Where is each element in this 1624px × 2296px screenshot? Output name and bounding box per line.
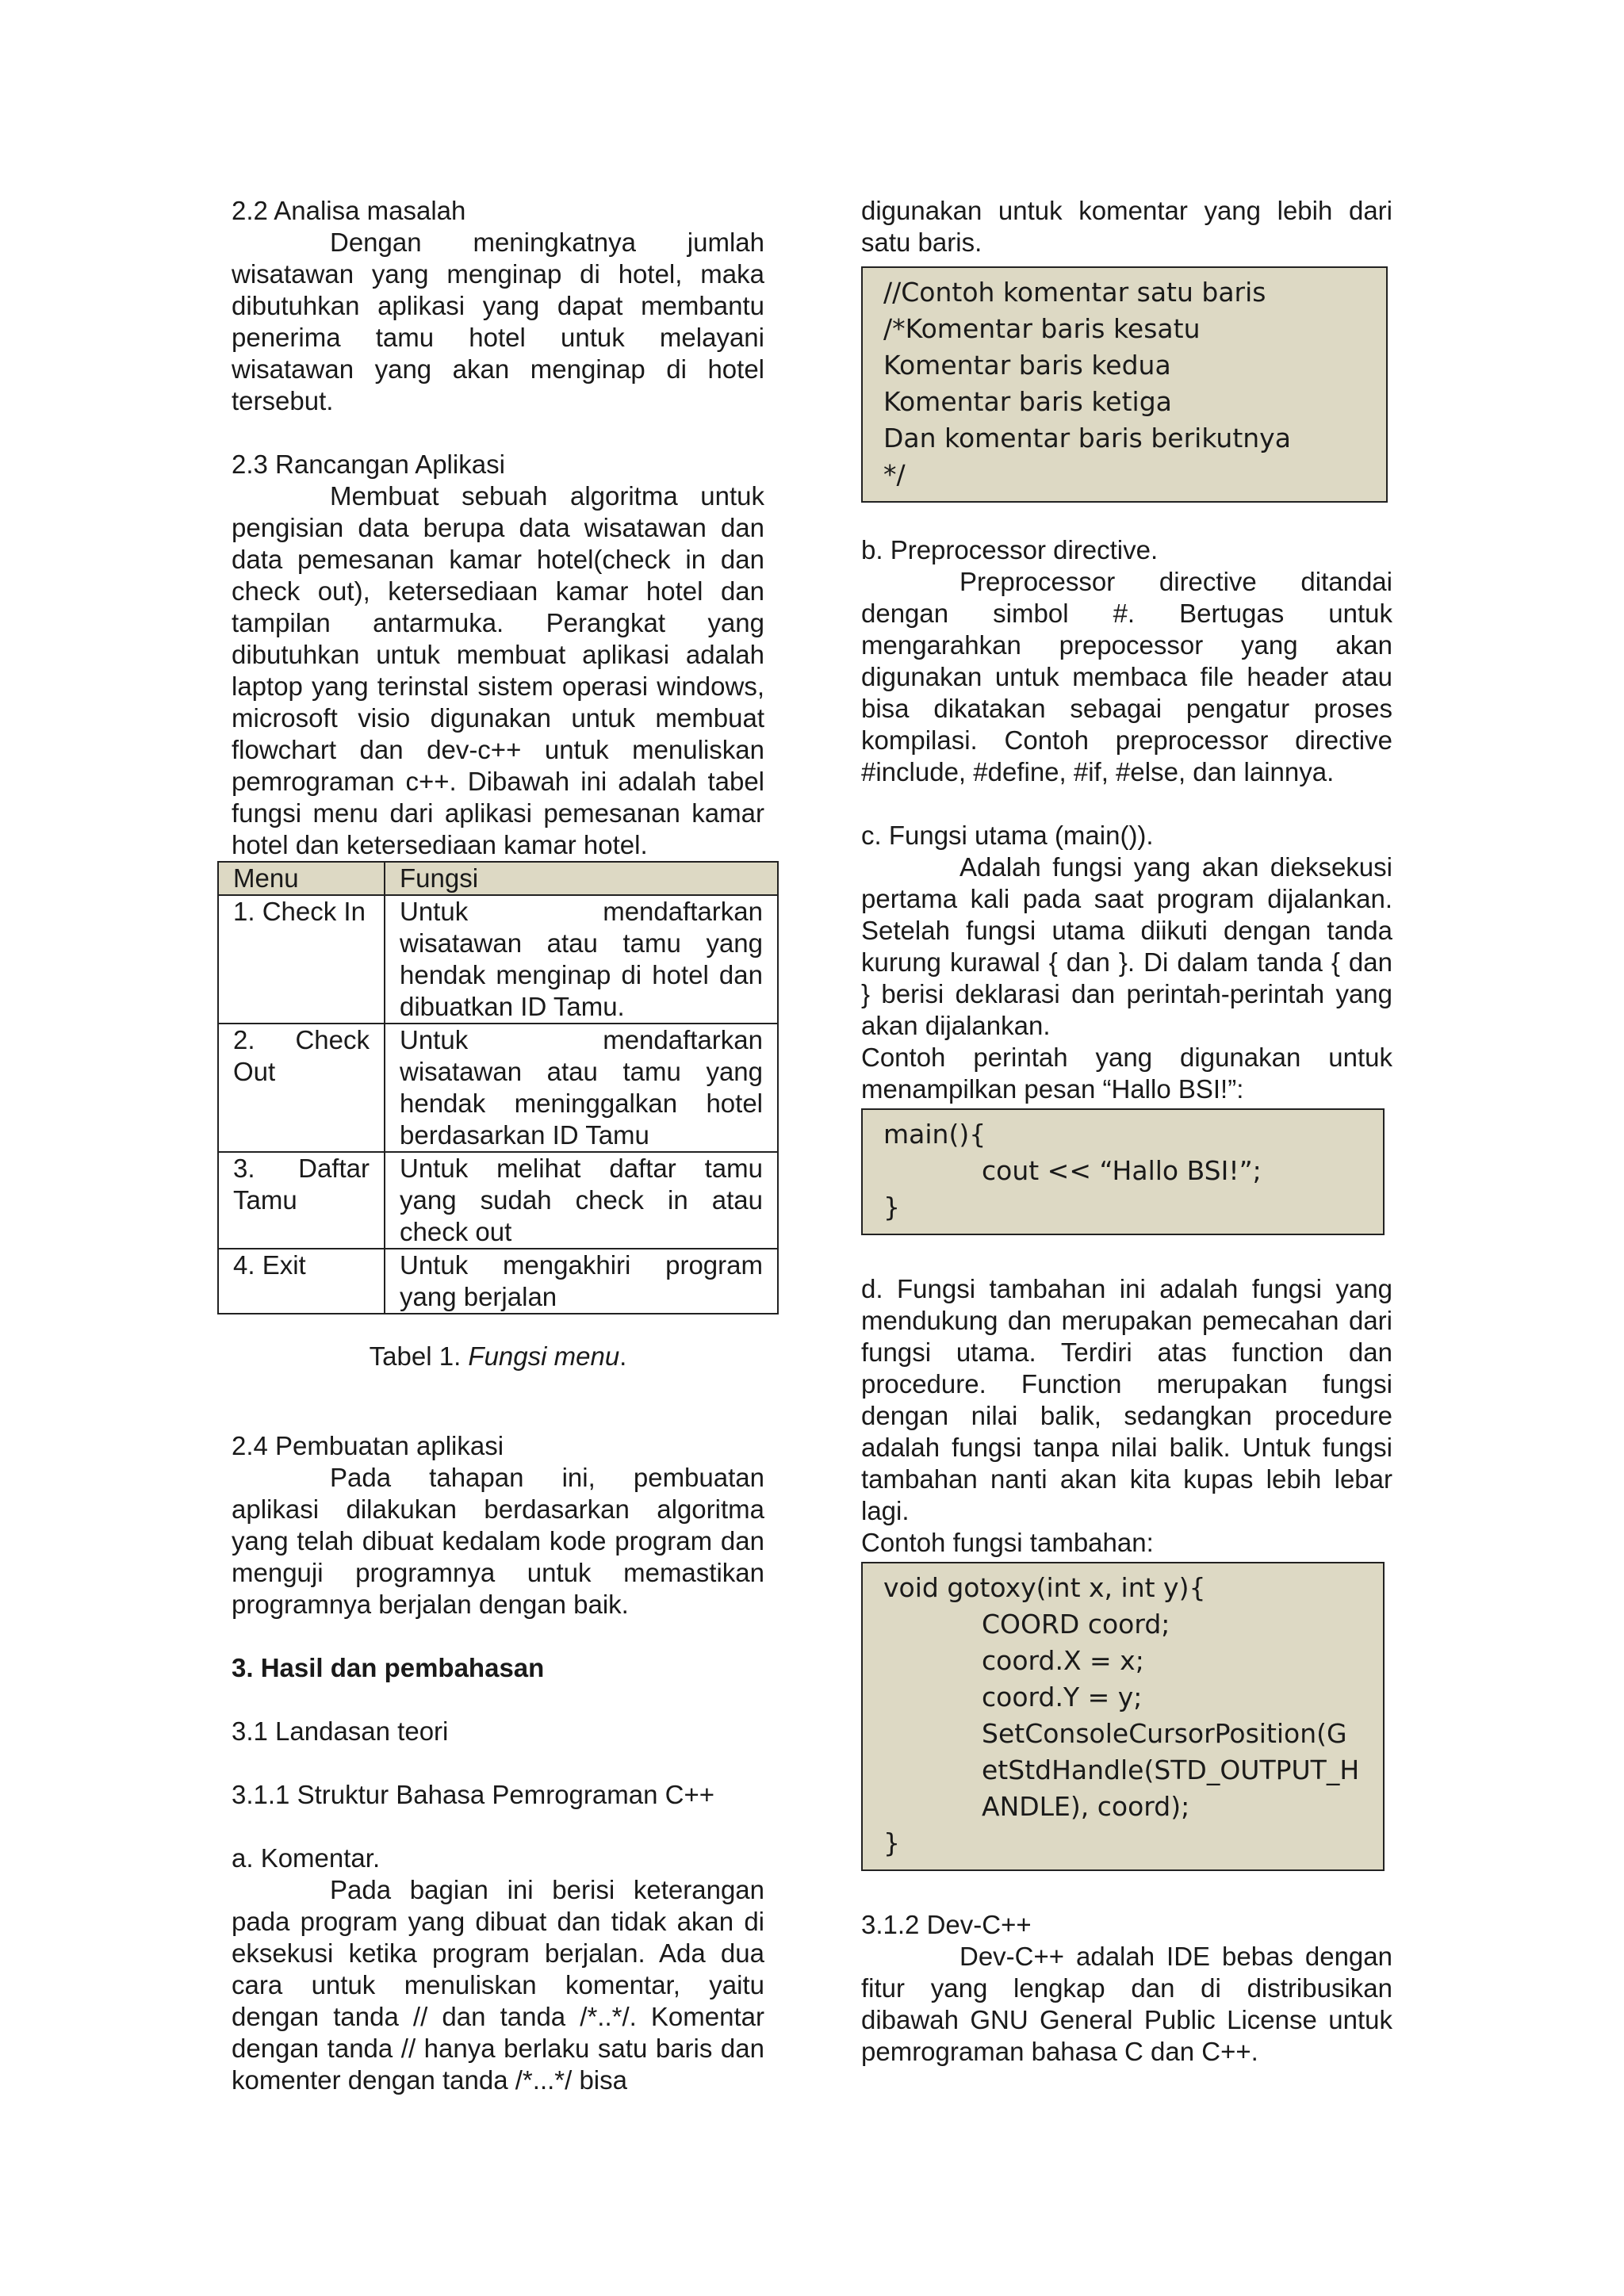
table-caption-prefix: Tabel 1. [369, 1341, 469, 1371]
code-line: */ [883, 459, 906, 490]
preprocessor-body: Preprocessor directive ditandai dengan simbol #. Bertugas untuk mengarahkan prepocessor yang akan digunakan untuk membaca file header atau bisa dikatakan sebagai pengatur proses kompilasi. Contoh preprocessor directive #include, #define, #if, #else, dan lainnya. [861, 567, 1392, 786]
section-3-heading: 3. Hasil dan pembahasan [232, 1653, 545, 1682]
table-cell-fungsi: Untuk melihat daftar tamu yang sudah check in atau check out [385, 1152, 778, 1249]
section-2-4-heading: 2.4 Pembuatan aplikasi [232, 1431, 504, 1460]
section-2-4-body: Pada tahapan ini, pembuatan aplikasi dilakukan berdasarkan algoritma yang telah dibuat kedalam kode program dan menguji programnya untuk memastikan programnya berjalan dengan baik. [232, 1463, 764, 1619]
code-line: //Contoh komentar satu baris [883, 277, 1266, 308]
main-function-body: Adalah fungsi yang akan dieksekusi pertama kali pada saat program dijalankan. Setelah fungsi utama diikuti dengan tanda kurung kurawal { dan }. Di dalam tanda { dan } berisi deklarasi dan perintah-perintah yang akan dijalankan. [861, 852, 1392, 1040]
additional-function-example-text: Contoh fungsi tambahan: [861, 1528, 1154, 1557]
code-line: coord.Y = y; [982, 1682, 1143, 1712]
table-row [218, 1152, 778, 1249]
menu-function-table [217, 861, 779, 1314]
section-2-3-body: Membuat sebuah algoritma untuk pengisian data berupa data wisatawan dan data pemesanan kamar hotel(check in dan check out), ketersediaan kamar hotel dan tampilan antarmuka. Perangkat yang dibutuhkan untuk membuat aplikasi adalah laptop yang terinstal sistem operasi windows, microsoft visio digunakan untuk membuat flowchart dan dev-c++ untuk menuliskan pemrograman c++. Dibawah ini adalah tabel fungsi menu dari aplikasi pemesanan kamar hotel dan ketersediaan kamar hotel. [232, 481, 764, 859]
section-3-1-heading: 3.1 Landasan teori [232, 1716, 449, 1746]
komentar-heading: a. Komentar. [232, 1843, 381, 1873]
table-header-row [218, 862, 778, 895]
section-2-2-body: Dengan meningkatnya jumlah wisatawan yang menginap di hotel, maka dibutuhkan aplikasi yang dapat membantu penerima tamu hotel untuk melayani wisatawan yang akan menginap di hotel tersebut. [232, 228, 764, 415]
preprocessor-heading: b. Preprocessor directive. [861, 535, 1159, 564]
code-line: SetConsoleCursorPosition(GetStdHandle(STD_OUTPUT_HANDLE), coord); [982, 1718, 1360, 1822]
left-column [232, 195, 764, 2096]
section-3-1-1-heading: 3.1.1 Struktur Bahasa Pemrograman C++ [232, 1780, 714, 1809]
table-cell-menu: 3. Daftar Tamu [218, 1152, 385, 1249]
table-cell-fungsi: Untuk mendaftarkan wisatawan atau tamu yang hendak meninggalkan hotel berdasarkan ID Tamu [385, 1024, 778, 1152]
code-line: cout << “Hallo BSI!”; [982, 1155, 1262, 1186]
additional-function-body: d. Fungsi tambahan ini adalah fungsi yang mendukung dan merupakan pemecahan dari fungsi utama. Terdiri atas function dan procedure. Function merupakan fungsi dengan nilai balik, sedangkan procedure adalah fungsi tanpa nilai balik. Untuk fungsi tambahan nanti akan kita kupas lebih lebar lagi. [861, 1274, 1392, 1525]
table-header-menu: Menu [218, 862, 385, 895]
table-header-fungsi: Fungsi [385, 862, 778, 895]
code-line: /*Komentar baris kesatu [883, 313, 1201, 344]
code-line: } [883, 1827, 900, 1858]
main-function-heading: c. Fungsi utama (main()). [861, 821, 1154, 850]
right-column [861, 195, 1392, 2068]
komentar-body: Pada bagian ini berisi keterangan pada program yang dibuat dan tidak akan di eksekusi ketika program berjalan. Ada dua cara untuk menuliskan komentar, yaitu dengan tanda // dan tanda /*..*/. Komentar dengan tanda // hanya berlaku satu baris dan komenter dengan tanda /*...*/ bisa [232, 1875, 764, 2095]
code-line: COORD coord; [982, 1609, 1170, 1640]
code-line: void gotoxy(int x, int y){ [883, 1572, 1206, 1603]
comment-code-box [861, 266, 1388, 503]
table-cell-menu: 4. Exit [218, 1249, 385, 1314]
main-code-box [861, 1108, 1385, 1235]
main-function-example-text: Contoh perintah yang digunakan untuk menampilkan pesan “Hallo BSI!”: [861, 1043, 1392, 1104]
table-caption [232, 1341, 764, 1372]
code-line: } [883, 1192, 900, 1223]
code-line: main(){ [883, 1119, 986, 1150]
section-3-1-2-heading: 3.1.2 Dev-C++ [861, 1910, 1032, 1939]
table-row [218, 1024, 778, 1152]
section-2-2-heading: 2.2 Analisa masalah [232, 196, 466, 225]
table-cell-fungsi: Untuk mendaftarkan wisatawan atau tamu yang hendak menginap di hotel dan dibuatkan ID Tamu. [385, 895, 778, 1024]
code-line: Komentar baris ketiga [883, 386, 1172, 417]
table-caption-italic: Fungsi menu [468, 1341, 620, 1371]
table-cell-menu: 2. Check Out [218, 1024, 385, 1152]
code-line: Komentar baris kedua [883, 350, 1171, 381]
komentar-body-continued: digunakan untuk komentar yang lebih dari satu baris. [861, 196, 1392, 257]
section-3-1-2-body: Dev-C++ adalah IDE bebas dengan fitur yang lengkap dan di distribusikan dibawah GNU General Public License untuk pemrograman bahasa C dan C++. [861, 1942, 1392, 2066]
code-line: Dan komentar baris berikutnya [883, 423, 1291, 453]
table-cell-menu: 1. Check In [218, 895, 385, 1024]
gotoxy-code-box [861, 1562, 1385, 1871]
table-caption-suffix: . [619, 1341, 627, 1371]
table-cell-fungsi: Untuk mengakhiri program yang berjalan [385, 1249, 778, 1314]
table-row [218, 895, 778, 1024]
table-row [218, 1249, 778, 1314]
section-2-3-heading: 2.3 Rancangan Aplikasi [232, 450, 505, 479]
code-line: coord.X = x; [982, 1645, 1144, 1676]
